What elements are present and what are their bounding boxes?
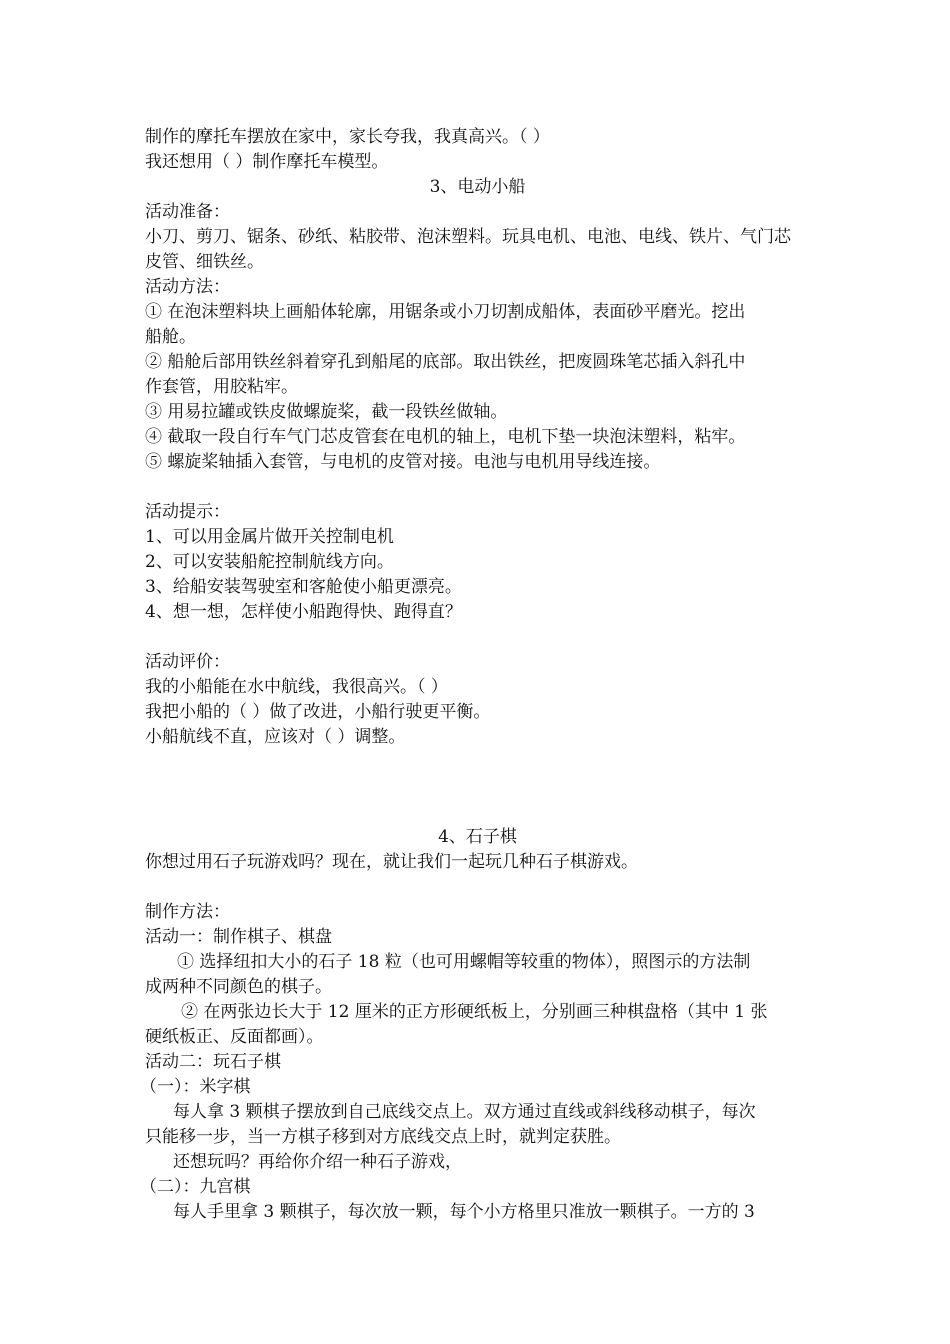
spacer (145, 750, 810, 825)
spacer (145, 625, 810, 650)
game-2-heading: （二）：九宫棋 (140, 1177, 251, 1197)
activity-1-step-1b: 成两种不同颜色的棋子。 (145, 977, 332, 997)
method-step-2a: ② 船舱后部用铁丝斜着穿孔到船尾的底部。取出铁丝，把废圆珠笔芯插入斜孔中 (145, 352, 746, 372)
method-step-5: ⑤ 螺旋桨轴插入套管，与电机的皮管对接。电池与电机用导线连接。 (145, 452, 661, 472)
section-title-stone-chess: 4、石子棋 (438, 827, 517, 847)
activity-1-step-2b: 硬纸板正、反面都画）。 (145, 1027, 324, 1047)
tip-3: 3、给船安装驾驶室和客舱使小船更漂亮。 (145, 577, 462, 597)
spacer (145, 875, 810, 900)
prep-materials-line-1: 小刀、剪刀、锯条、砂纸、粘胶带、泡沫塑料。玩具电机、电池、电线、铁片、气门芯 (145, 227, 791, 247)
method-heading: 活动方法： (145, 277, 230, 297)
motorcycle-eval-line-2: 我还想用（ ）制作摩托车模型。 (145, 152, 389, 172)
spacer (145, 475, 810, 500)
eval-line-3: 小船航线不直，应该对（ ）调整。 (145, 727, 406, 747)
activity-1-step-2a: ② 在两张边长大于 12 厘米的正方形硬纸板上，分别画三种棋盘格（其中 1 张 (181, 1002, 768, 1022)
section-title-electric-boat: 3、电动小船 (429, 177, 526, 197)
eval-line-2: 我把小船的（ ）做了改进，小船行驶更平衡。 (145, 702, 491, 722)
eval-heading: 活动评价： (145, 652, 230, 672)
document-body (140, 125, 810, 1225)
method-step-4: ④ 截取一段自行车气门芯皮管套在电机的轴上，电机下垫一块泡沫塑料，粘牢。 (145, 427, 746, 447)
game-1-rules-b: 只能移一步，当一方棋子移到对方底线交点上时，就判定获胜。 (145, 1127, 621, 1147)
prep-materials-line-2: 皮管、细铁丝。 (145, 252, 264, 272)
activity-2-heading: 活动二：玩石子棋 (145, 1052, 281, 1072)
tip-1: 1、可以用金属片做开关控制电机 (145, 527, 394, 547)
method-step-2b: 作套管，用胶粘牢。 (145, 377, 298, 397)
method-step-1a: ① 在泡沫塑料块上画船体轮廓，用锯条或小刀切割成船体，表面砂平磨光。挖出 (145, 302, 746, 322)
tip-4: 4、想一想，怎样使小船跑得快、跑得直？ (145, 602, 462, 622)
prep-heading: 活动准备： (145, 202, 230, 222)
tips-heading: 活动提示： (145, 502, 230, 522)
activity-1-heading: 活动一：制作棋子、棋盘 (145, 927, 332, 947)
eval-line-1: 我的小船能在水中航线，我很高兴。（ ） (145, 677, 448, 697)
game-1-rules-a: 每人拿 3 颗棋子摆放到自己底线交点上。双方通过直线或斜线移动棋子，每次 (173, 1102, 756, 1122)
method-step-3: ③ 用易拉罐或铁皮做螺旋桨，截一段铁丝做轴。 (145, 402, 508, 422)
method-step-1b: 船舱。 (145, 327, 196, 347)
tip-2: 2、可以安装船舵控制航线方向。 (145, 552, 394, 572)
motorcycle-eval-line-1: 制作的摩托车摆放在家中，家长夸我，我真高兴。（ ） (145, 127, 550, 147)
stone-chess-intro: 你想过用石子玩游戏吗？现在，就让我们一起玩几种石子棋游戏。 (145, 852, 638, 872)
game-1-heading: （一）：米字棋 (140, 1077, 251, 1097)
activity-1-step-1a: ① 选择纽扣大小的石子 18 粒（也可用螺帽等较重的物体），照图示的方法制 (177, 952, 751, 972)
game-2-rules: 每人手里拿 3 颗棋子，每次放一颗，每个小方格里只准放一颗棋子。一方的 3 (173, 1202, 755, 1222)
game-1-transition: 还想玩吗？再给你介绍一种石子游戏， (173, 1152, 462, 1172)
make-heading: 制作方法： (145, 902, 230, 922)
